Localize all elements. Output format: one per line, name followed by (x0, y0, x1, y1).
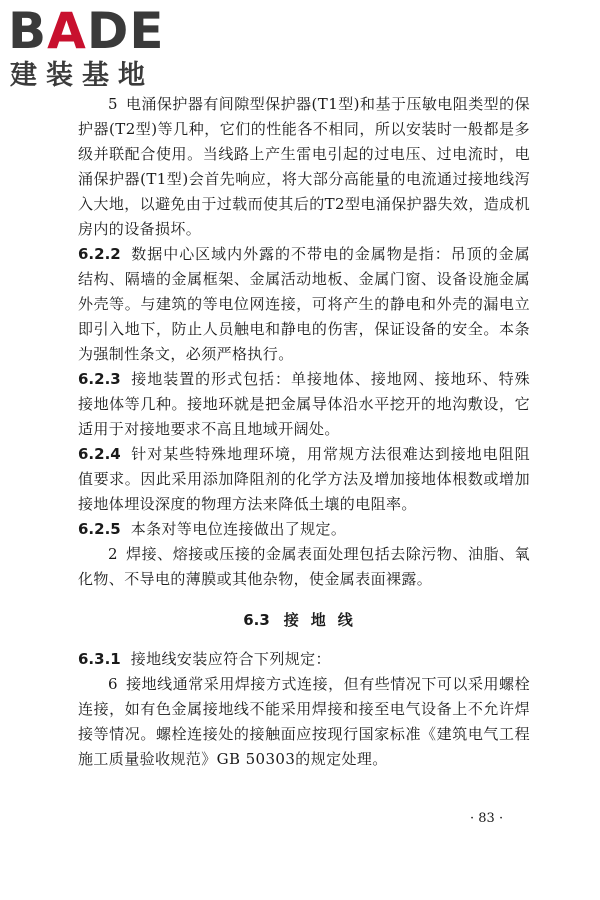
item-number: 5 (108, 95, 118, 113)
logo-letters-de: DE (86, 2, 165, 60)
clause-paragraph (78, 242, 530, 367)
clause-number: 6.2.4 (78, 445, 121, 463)
logo-letter-a-accent: A (47, 2, 87, 60)
clause-number: 6.3.1 (78, 650, 121, 668)
item-paragraph (78, 542, 530, 592)
section-heading (78, 608, 530, 633)
clause-number: 6.2.3 (78, 370, 121, 388)
clause-paragraph (78, 367, 530, 442)
section-number: 6.3 (243, 611, 270, 629)
item-paragraph (78, 92, 530, 242)
item-paragraph (78, 672, 530, 772)
logo-wordmark (8, 4, 165, 58)
clause-number: 6.2.2 (78, 245, 121, 263)
paragraph-text: 焊接、熔接或压接的金属表面处理包括去除污物、油脂、氧化物、不导电的薄膜或其他杂物，使金属表面裸露。 (78, 545, 530, 588)
clause-paragraph (78, 442, 530, 517)
paragraph-text: 针对某些特殊地理环境，用常规方法很难达到接地电阻阻值要求。因此采用添加降阻剂的化学方法及增加接地体根数或增加接地体埋设深度的物理方法来降低土壤的电阻率。 (78, 445, 530, 513)
logo-letter-b: B (8, 2, 48, 60)
paragraph-text: 本条对等电位连接做出了规定。 (130, 520, 347, 538)
item-number: 6 (108, 675, 118, 693)
clause-number: 6.2.5 (78, 520, 121, 538)
item-number: 2 (108, 545, 118, 563)
clause-paragraph (78, 517, 530, 542)
document-body (78, 92, 530, 772)
logo-subtitle: 建装基地 (10, 60, 154, 91)
paragraph-text: 接地线安装应符合下列规定： (130, 650, 331, 668)
paragraph-text: 数据中心区域内外露的不带电的金属物是指：吊顶的金属结构、隔墙的金属框架、金属活动地板、金属门窗、设备设施金属外壳等。与建筑的等电位网连接，可将产生的静电和外壳的漏电立即引入地下，防止人员触电和静电的伤害，保证设备的安全。本条为强制性条文，必须严格执行。 (78, 245, 530, 363)
paragraph-text: 电涌保护器有间隙型保护器(T1型)和基于压敏电阻类型的保护器(T2型)等几种，它们的性能各不相同，所以安装时一般都是多级并联配合使用。当线路上产生雷电引起的过电压、过电流时，电涌保护器(T1型)会首先响应，将大部分高能量的电流通过接地线泻入大地，以避免由于过载而使其后的T2型电涌保护器失效，造成机房内的设备损坏。 (78, 95, 530, 238)
section-title-text: 接地线 (283, 611, 365, 629)
paragraph-text: 接地装置的形式包括：单接地体、接地网、接地环、特殊接地体等几种。接地环就是把金属导体沿水平挖开的地沟敷设，它适用于对接地要求不高且地域开阔处。 (78, 370, 530, 438)
bade-logo (8, 4, 178, 94)
paragraph-text: 接地线通常采用焊接方式连接，但有些情况下可以采用螺栓连接，如有色金属接地线不能采用焊接和接至电气设备上不允许焊接等情况。螺栓连接处的接触面应按现行国家标准《建筑电气工程施工质量验收规范》GB 50303的规定处理。 (78, 675, 530, 768)
page-number: · 83 · (470, 811, 504, 826)
clause-paragraph (78, 647, 530, 672)
